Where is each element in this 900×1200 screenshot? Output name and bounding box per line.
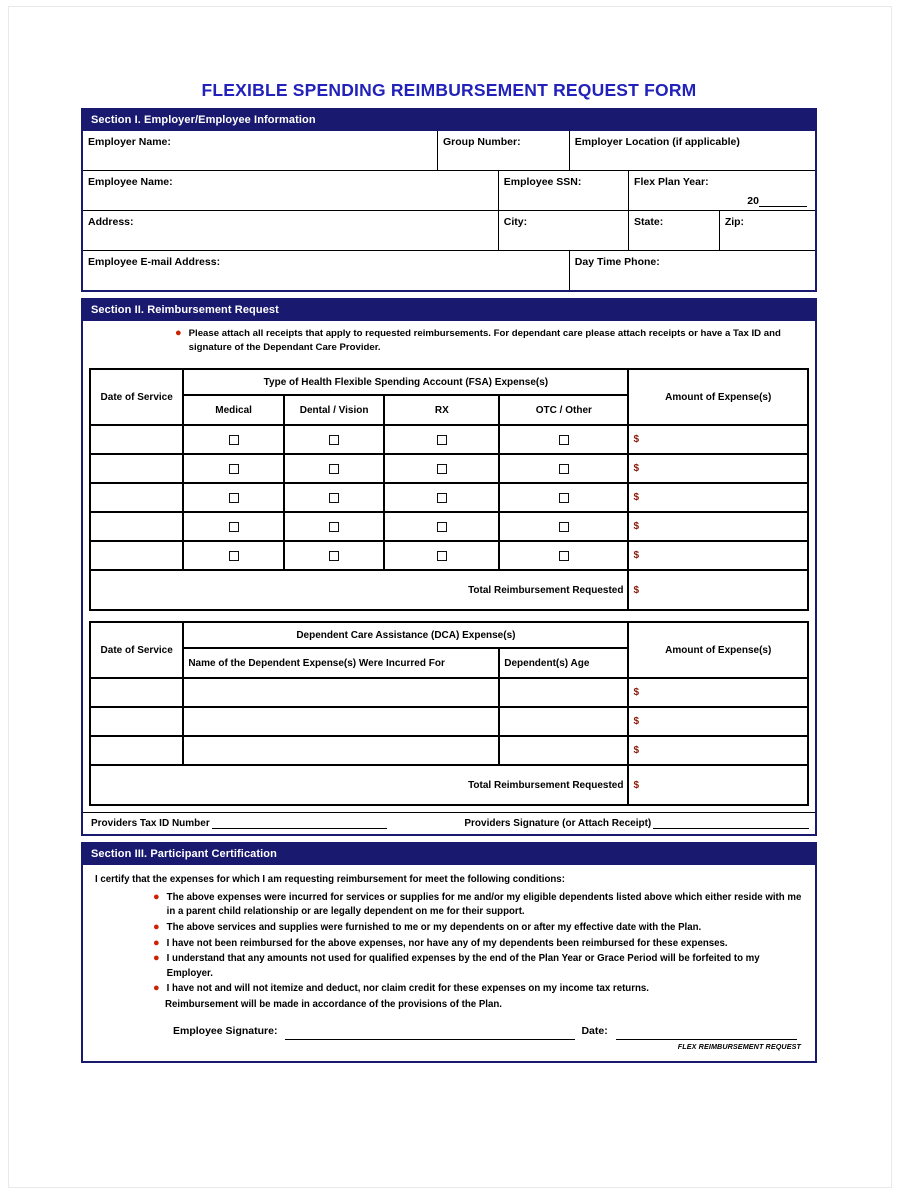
dca-age-input[interactable] [499, 707, 628, 736]
checkbox-icon[interactable] [329, 464, 339, 474]
checkbox-icon[interactable] [437, 522, 447, 532]
currency-symbol: $ [633, 521, 640, 533]
fsa-date-input[interactable] [90, 541, 183, 570]
employer-location-label: Employer Location (if applicable) [574, 136, 740, 149]
fsa-amount-input[interactable] [628, 541, 808, 570]
currency-symbol: $ [633, 745, 640, 757]
fsa-col-rx: RX [384, 395, 499, 425]
checkbox-icon[interactable] [229, 464, 239, 474]
fsa-expense-table [89, 368, 809, 611]
flex-plan-year-entry[interactable] [747, 195, 807, 207]
field-employee-email[interactable] [83, 251, 570, 290]
fsa-col-medical: Medical [183, 395, 284, 425]
fsa-checkbox-rx[interactable] [384, 454, 499, 483]
day-time-phone-label: Day Time Phone: [574, 256, 660, 269]
flex-plan-year-prefix: 20 [747, 195, 759, 208]
section-1-row-4 [83, 251, 815, 290]
providers-signature-line[interactable] [653, 817, 809, 829]
fsa-date-input[interactable] [90, 454, 183, 483]
section-3 [81, 842, 817, 1063]
currency-symbol: $ [633, 687, 640, 699]
fsa-amount-input[interactable] [628, 454, 808, 483]
form-footer-tag: FLEX REIMBURSEMENT REQUEST [677, 1042, 801, 1052]
dca-age-input[interactable] [499, 736, 628, 765]
providers-tax-id-line[interactable] [212, 817, 387, 829]
field-flex-plan-year[interactable] [629, 171, 815, 210]
currency-symbol: $ [633, 716, 640, 728]
fsa-checkbox-otc-other[interactable] [499, 512, 628, 541]
fsa-date-input[interactable] [90, 512, 183, 541]
fsa-date-input[interactable] [90, 483, 183, 512]
fsa-checkbox-dental-vision[interactable] [284, 512, 385, 541]
fsa-checkbox-dental-vision[interactable] [284, 425, 385, 454]
fsa-checkbox-otc-other[interactable] [499, 483, 628, 512]
certification-conditions-list [95, 891, 803, 997]
checkbox-icon[interactable] [329, 435, 339, 445]
dca-table-row [90, 678, 808, 707]
fsa-checkbox-rx[interactable] [384, 512, 499, 541]
city-label: City: [503, 216, 528, 229]
checkbox-icon[interactable] [559, 435, 569, 445]
fsa-checkbox-rx[interactable] [384, 541, 499, 570]
bullet-icon: ● [153, 890, 160, 903]
section-2-header: Section II. Reimbursement Request [83, 300, 815, 321]
dca-col-name: Name of the Dependent Expense(s) Were Incurred For [183, 648, 499, 678]
checkbox-icon[interactable] [559, 522, 569, 532]
fsa-checkbox-otc-other[interactable] [499, 541, 628, 570]
field-day-time-phone[interactable] [570, 251, 815, 290]
checkbox-icon[interactable] [329, 522, 339, 532]
checkbox-icon[interactable] [559, 464, 569, 474]
bullet-icon: ● [175, 327, 182, 340]
section-1-row-2 [83, 171, 815, 211]
form-container [81, 81, 817, 1063]
dca-amount-input[interactable] [628, 736, 808, 765]
section-2-tables [83, 362, 815, 812]
field-group-number[interactable] [438, 131, 570, 170]
employee-signature-line[interactable] [285, 1027, 575, 1040]
checkbox-icon[interactable] [329, 551, 339, 561]
checkbox-icon[interactable] [229, 522, 239, 532]
form-title: FLEXIBLE SPENDING REIMBURSEMENT REQUEST FORM [201, 80, 697, 100]
fsa-total-row [90, 570, 808, 610]
condition-text: The above expenses were incurred for services or supplies for me and/or my eligible dependents listed above which either reside with me in a parent child relationship or are legally dependent on me for their support. [166, 891, 802, 918]
fsa-checkbox-dental-vision[interactable] [284, 483, 385, 512]
dca-col-age: Dependent(s) Age [499, 648, 628, 678]
condition-text: I have not and will not itemize and deduct, nor claim credit for these expenses on my income tax returns. [166, 983, 649, 995]
dca-date-input[interactable] [90, 678, 183, 707]
fsa-table-row [90, 454, 808, 483]
employee-name-label: Employee Name: [88, 176, 173, 189]
providers-row [83, 812, 815, 834]
fsa-table-row [90, 425, 808, 454]
fsa-checkbox-rx[interactable] [384, 425, 499, 454]
dca-group-header: Dependent Care Assistance (DCA) Expense(s) [183, 622, 628, 648]
checkbox-icon[interactable] [559, 493, 569, 503]
bullet-icon: ● [153, 982, 160, 995]
checkbox-icon[interactable] [559, 551, 569, 561]
fsa-checkbox-medical[interactable] [183, 541, 284, 570]
fsa-total-input[interactable] [628, 570, 808, 610]
currency-symbol: $ [633, 463, 640, 475]
dca-amount-input[interactable] [628, 707, 808, 736]
fsa-checkbox-dental-vision[interactable] [284, 454, 385, 483]
providers-tax-id-field[interactable] [91, 817, 464, 829]
dca-total-row [90, 765, 808, 805]
condition-text: The above services and supplies were furnished to me or my dependents on or after my effective date with the Plan. [166, 921, 702, 933]
section-2 [81, 298, 817, 836]
dca-total-input[interactable] [628, 765, 808, 805]
fsa-amount-header: Amount of Expense(s) [628, 369, 808, 425]
flex-plan-year-blank[interactable] [759, 195, 807, 207]
list-item [95, 921, 803, 936]
currency-symbol: $ [633, 492, 640, 504]
fsa-checkbox-medical[interactable] [183, 454, 284, 483]
checkbox-icon[interactable] [437, 464, 447, 474]
fsa-checkbox-medical[interactable] [183, 483, 284, 512]
dca-header-row-1 [90, 622, 808, 648]
fsa-checkbox-medical[interactable] [183, 512, 284, 541]
field-zip[interactable] [720, 211, 815, 250]
certification-intro: I certify that the expenses for which I am requesting reimbursement for meet the following conditions: [95, 874, 565, 886]
section-3-header: Section III. Participant Certification [83, 844, 815, 865]
bullet-icon: ● [153, 936, 160, 949]
flex-plan-year-label: Flex Plan Year: [634, 176, 709, 189]
checkbox-icon[interactable] [437, 551, 447, 561]
checkbox-icon[interactable] [329, 493, 339, 503]
list-item [95, 982, 803, 997]
employee-signature-row [95, 1012, 803, 1042]
fsa-group-header: Type of Health Flexible Spending Account (FSA) Expense(s) [183, 369, 628, 395]
fsa-header-row-1 [90, 369, 808, 395]
state-label: State: [634, 216, 664, 229]
dca-amount-header: Amount of Expense(s) [628, 622, 808, 678]
section-1 [81, 108, 817, 292]
employee-email-label: Employee E-mail Address: [88, 256, 221, 269]
list-item [95, 937, 803, 952]
employee-signature-label: Employee Signature: [173, 1025, 278, 1038]
currency-symbol: $ [633, 434, 640, 446]
currency-symbol: $ [633, 779, 640, 791]
list-item [95, 891, 803, 920]
providers-signature-label: Providers Signature (or Attach Receipt) [464, 818, 652, 830]
checkbox-icon[interactable] [437, 435, 447, 445]
dca-total-label: Total Reimbursement Requested [90, 765, 628, 805]
checkbox-icon[interactable] [229, 435, 239, 445]
bullet-icon: ● [153, 920, 160, 933]
fsa-table-row [90, 512, 808, 541]
page-canvas [8, 6, 892, 1188]
date-label: Date: [581, 1025, 608, 1038]
dca-date-of-service-header: Date of Service [90, 622, 183, 678]
field-employer-name[interactable] [83, 131, 438, 170]
employee-ssn-label: Employee SSN: [503, 176, 582, 189]
fsa-total-label: Total Reimbursement Requested [90, 570, 628, 610]
fsa-date-of-service-header: Date of Service [90, 369, 183, 425]
section-1-row-1 [83, 131, 815, 171]
fsa-table-row [90, 483, 808, 512]
fsa-col-otc-other: OTC / Other [499, 395, 628, 425]
checkbox-icon[interactable] [437, 493, 447, 503]
condition-text: I have not been reimbursed for the above expenses, nor have any of my dependents been reimbursed for these expenses. [166, 937, 728, 949]
field-employer-location[interactable] [570, 131, 815, 170]
dca-name-input[interactable] [183, 736, 499, 765]
address-label: Address: [88, 216, 134, 229]
checkbox-icon[interactable] [229, 493, 239, 503]
currency-symbol: $ [633, 584, 640, 596]
field-employee-ssn[interactable] [499, 171, 629, 210]
dca-date-input[interactable] [90, 707, 183, 736]
fsa-amount-input[interactable] [628, 483, 808, 512]
fsa-checkbox-otc-other[interactable] [499, 454, 628, 483]
field-address[interactable] [83, 211, 499, 250]
section-2-note-text: Please attach all receipts that apply to requested reimbursements. For dependant care please attach receipts or have a Tax ID and signature of the Dependant Care Provider. [188, 328, 781, 354]
fsa-amount-input[interactable] [628, 512, 808, 541]
providers-tax-id-label: Providers Tax ID Number [91, 818, 210, 830]
fsa-amount-input[interactable] [628, 425, 808, 454]
field-state[interactable] [629, 211, 720, 250]
dca-table-row [90, 736, 808, 765]
field-employee-name[interactable] [83, 171, 499, 210]
fsa-checkbox-rx[interactable] [384, 483, 499, 512]
field-city[interactable] [499, 211, 629, 250]
dca-expense-table [89, 621, 809, 806]
fsa-checkbox-medical[interactable] [183, 425, 284, 454]
employer-name-label: Employer Name: [88, 136, 171, 149]
dca-name-input[interactable] [183, 678, 499, 707]
certification-body [83, 865, 815, 1060]
dca-amount-input[interactable] [628, 678, 808, 707]
fsa-checkbox-otc-other[interactable] [499, 425, 628, 454]
group-number-label: Group Number: [443, 136, 521, 149]
fsa-date-input[interactable] [90, 425, 183, 454]
dca-date-input[interactable] [90, 736, 183, 765]
date-line[interactable] [616, 1027, 797, 1040]
zip-label: Zip: [724, 216, 745, 229]
fsa-table-row [90, 541, 808, 570]
fsa-col-dental-vision: Dental / Vision [284, 395, 385, 425]
section-2-note [83, 321, 815, 362]
section-1-header: Section I. Employer/Employee Information [83, 110, 815, 131]
list-item [95, 952, 803, 981]
dca-age-input[interactable] [499, 678, 628, 707]
currency-symbol: $ [633, 550, 640, 562]
bullet-icon: ● [153, 952, 160, 965]
condition-text: I understand that any amounts not used for qualified expenses by the end of the Plan Year or Grace Period will be forfeited to my Employer. [166, 953, 760, 979]
section-1-row-3 [83, 211, 815, 251]
providers-signature-field[interactable] [464, 817, 809, 829]
dca-name-input[interactable] [183, 707, 499, 736]
table-spacer [89, 611, 809, 621]
certification-closing: Reimbursement will be made in accordance of the provisions of the Plan. [165, 998, 502, 1010]
dca-table-row [90, 707, 808, 736]
checkbox-icon[interactable] [229, 551, 239, 561]
fsa-checkbox-dental-vision[interactable] [284, 541, 385, 570]
